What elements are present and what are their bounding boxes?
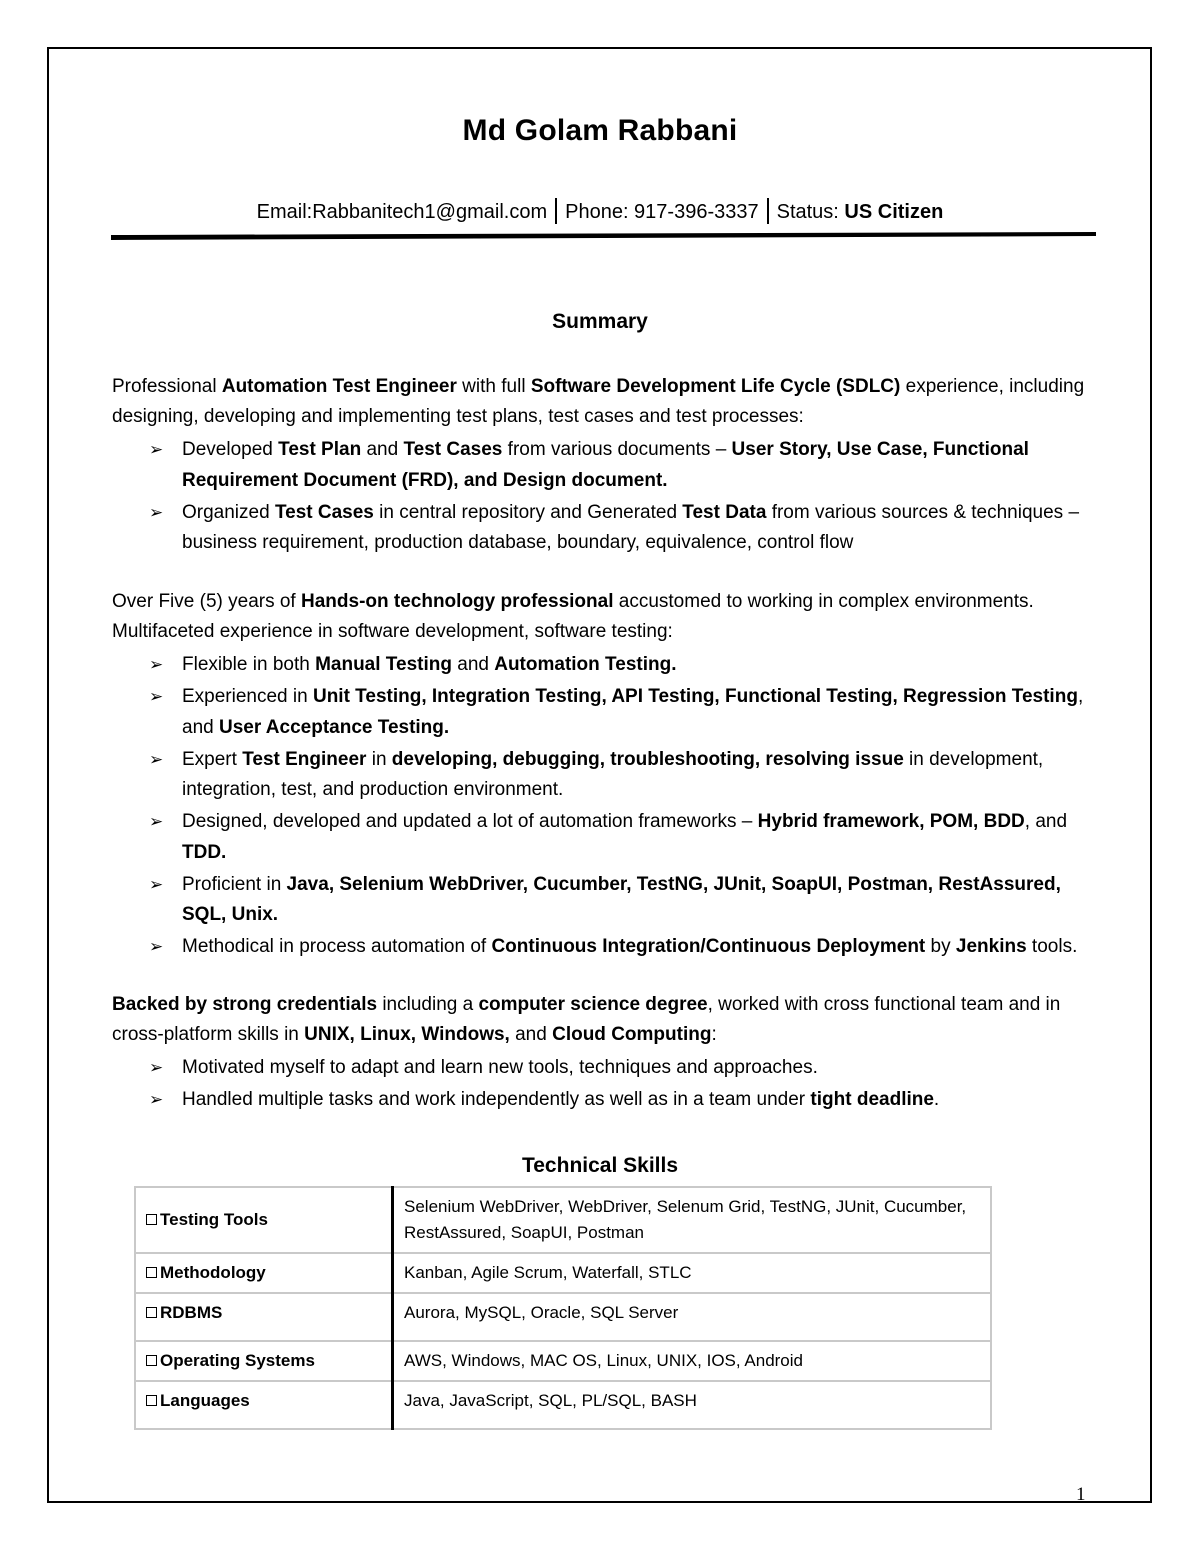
table-row	[135, 1253, 991, 1293]
phone: Phone: 917-396-3337	[565, 201, 759, 223]
skill-category: RDBMS	[135, 1293, 393, 1341]
arrow-bullet-icon: ➢	[149, 1090, 164, 1109]
page-number: 1	[1076, 1484, 1086, 1505]
list-item: ➢ Designed, developed and updated a lot of automation frameworks – Hybrid framework, POM, BDD, and TDD.	[112, 807, 1102, 868]
checkbox-square-icon	[146, 1395, 157, 1406]
arrow-bullet-icon: ➢	[149, 874, 164, 894]
arrow-bullet-icon: ➢	[149, 440, 164, 459]
summary-bullets-1	[112, 435, 1102, 560]
summary-bullets-2	[112, 650, 1102, 964]
arrow-bullet-icon: ➢	[149, 502, 164, 522]
arrow-bullet-icon: ➢	[149, 1058, 164, 1077]
checkbox-square-icon	[146, 1267, 157, 1278]
table-row	[135, 1341, 991, 1381]
skill-category: Languages	[135, 1381, 393, 1429]
header-rule	[111, 232, 1096, 238]
separator	[555, 198, 557, 224]
email: Email:Rabbanitech1@gmail.com	[256, 201, 548, 223]
arrow-bullet-icon: ➢	[149, 812, 164, 831]
skill-values: Selenium WebDriver, WebDriver, Selenum Grid, TestNG, JUnit, Cucumber, RestAssured, SoapUI, Postman	[393, 1187, 992, 1253]
skill-values: Aurora, MySQL, Oracle, SQL Server	[393, 1293, 992, 1341]
table-row	[135, 1187, 991, 1253]
checkbox-square-icon	[146, 1214, 157, 1225]
list-item: ➢ Proficient in Java, Selenium WebDriver, Cucumber, TestNG, JUnit, SoapUI, Postman, RestAssured, SQL, Unix.	[112, 870, 1102, 931]
skills-table	[134, 1186, 992, 1430]
skill-category: Methodology	[135, 1253, 393, 1293]
summary-bullets-3	[112, 1053, 1102, 1117]
table-row	[135, 1381, 991, 1429]
list-item: ➢ Expert Test Engineer in developing, debugging, troubleshooting, resolving issue in development, integration, test, and production environment.	[112, 745, 1102, 806]
list-item: ➢ Experienced in Unit Testing, Integration Testing, API Testing, Functional Testing, Regression Testing, and User Acceptance Testing.	[112, 682, 1102, 743]
skills-title: Technical Skills	[521, 1154, 678, 1177]
skill-category: Operating Systems	[135, 1341, 393, 1381]
summary-paragraph-3: Backed by strong credentials including a computer science degree, worked with cross functional team and in cross-platform skills in UNIX, Linux, Windows, and Cloud Computing:	[112, 994, 1061, 1045]
skill-values: Kanban, Agile Scrum, Waterfall, STLC	[393, 1253, 992, 1293]
list-item: ➢ Developed Test Plan and Test Cases from various documents – User Story, Use Case, Functional Requirement Document (FRD), and Design document.	[112, 435, 1102, 496]
list-item: ➢ Flexible in both Manual Testing and Automation Testing.	[112, 650, 1102, 681]
skill-category: Testing Tools	[135, 1187, 393, 1253]
arrow-bullet-icon: ➢	[149, 749, 164, 769]
list-item: ➢ Organized Test Cases in central repository and Generated Test Data from various sources & techniques – business requirement, production database, boundary, equivalence, control flow	[112, 498, 1102, 559]
summary-title: Summary	[552, 310, 648, 333]
status-value: US Citizen	[844, 201, 944, 223]
contact-line	[0, 198, 1200, 224]
list-item: ➢ Methodical in process automation of Continuous Integration/Continuous Deployment by Jenkins tools.	[112, 932, 1102, 963]
status-label: Status:	[776, 201, 845, 223]
separator	[767, 198, 769, 224]
table-row	[135, 1293, 991, 1341]
list-item: ➢ Handled multiple tasks and work independently as well as in a team under tight deadline.	[112, 1085, 1102, 1116]
arrow-bullet-icon: ➢	[149, 687, 164, 706]
checkbox-square-icon	[146, 1355, 157, 1366]
list-item: ➢ Motivated myself to adapt and learn new tools, techniques and approaches.	[112, 1053, 1102, 1084]
summary-paragraph-2: Over Five (5) years of Hands-on technology professional accustomed to working in complex environments. Multifaceted experience in software development, software testing:	[112, 591, 1034, 642]
skill-values: AWS, Windows, MAC OS, Linux, UNIX, IOS, Android	[393, 1341, 992, 1381]
summary-paragraph-1: Professional Automation Test Engineer with full Software Development Life Cycle (SDLC) experience, including designing, developing and implementing test plans, test cases and test processes:	[112, 376, 1085, 427]
arrow-bullet-icon: ➢	[149, 655, 164, 674]
skill-values: Java, JavaScript, SQL, PL/SQL, BASH	[393, 1381, 992, 1429]
checkbox-square-icon	[146, 1307, 157, 1318]
candidate-name: Md Golam Rabbani	[462, 114, 738, 147]
arrow-bullet-icon: ➢	[149, 937, 164, 956]
